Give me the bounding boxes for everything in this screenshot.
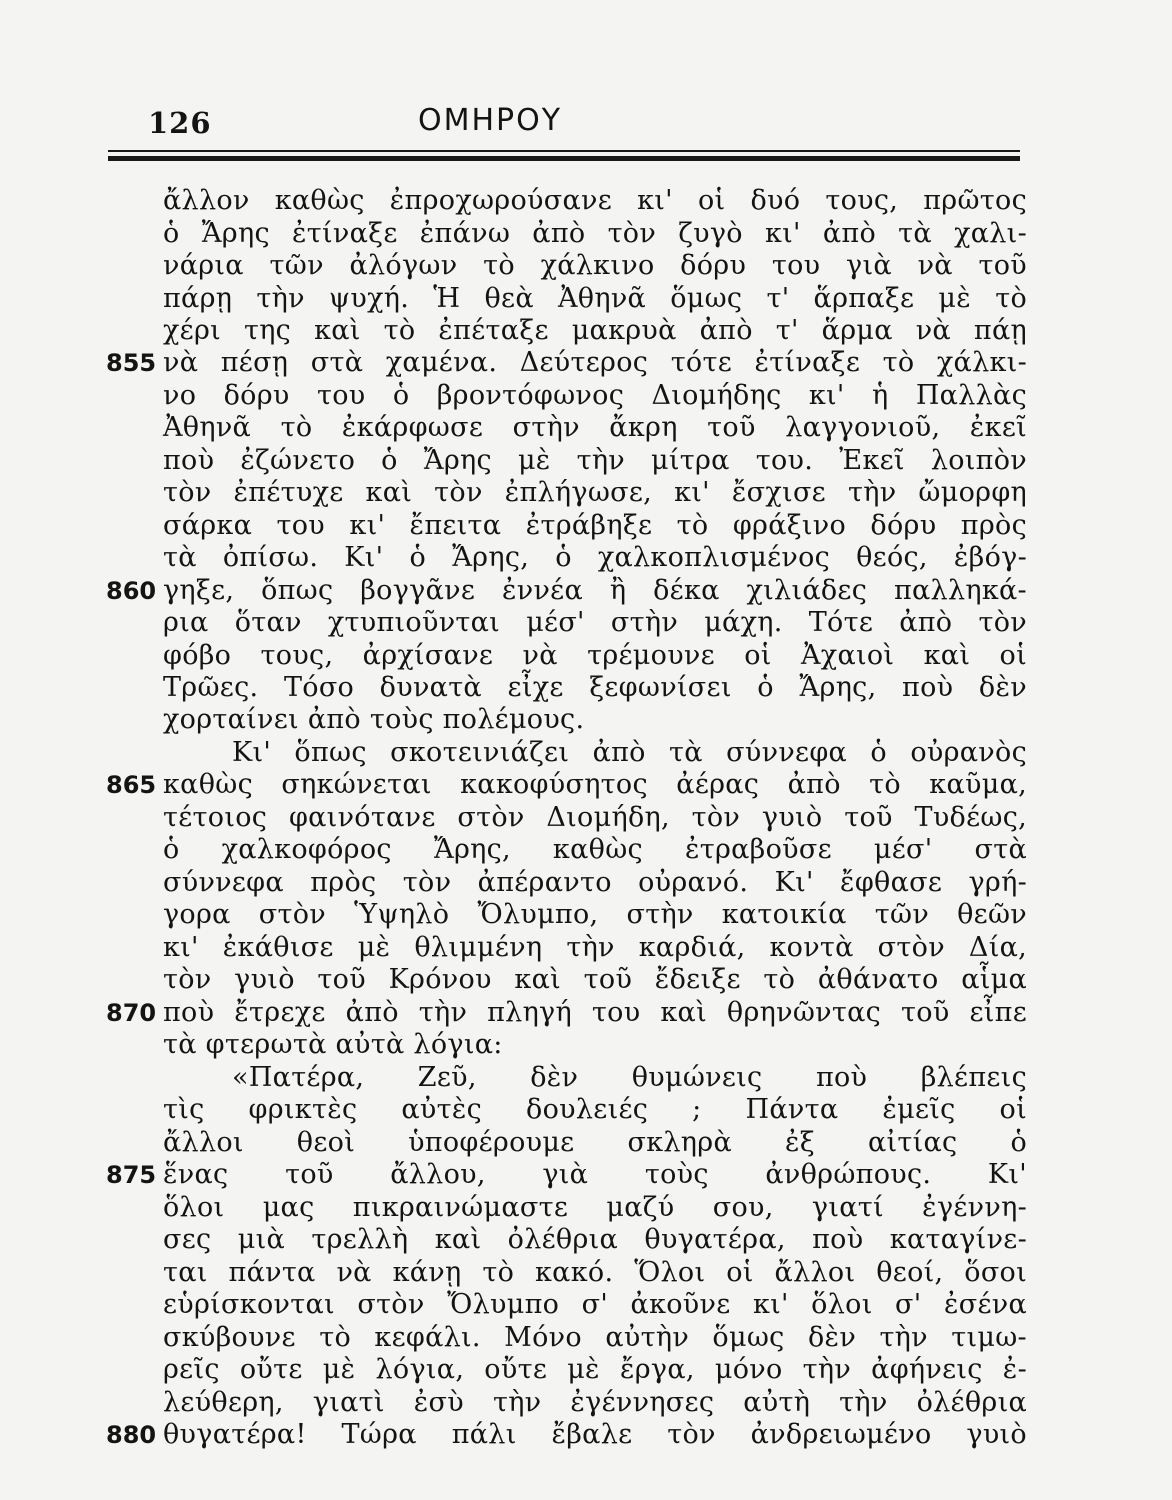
- text-line: ποὺ ἐζώνετο ὁ Ἄρης μὲ τὴν μίτρα του. Ἐκεῖ λοιπὸν: [163, 445, 1027, 476]
- text-line: ται πάντα νὰ κάνῃ τὸ κακό. Ὅλοι οἱ ἄλλοι θεοί, ὅσοι: [163, 1257, 1027, 1288]
- text-line: ἕνας τοῦ ἄλλου, γιὰ τοὺς ἀνθρώπους. Κι': [163, 1159, 1027, 1190]
- running-title: ΟΜΗΡΟΥ: [418, 103, 563, 138]
- text-line: ὁ χαλκοφόρος Ἄρης, καθὼς ἐτραβοῦσε μέσ' στὰ: [163, 834, 1027, 865]
- text-line: τὸν ἐπέτυχε καὶ τὸν ἐπλήγωσε, κι' ἔσχισε τὴν ὤμορφη: [163, 477, 1027, 508]
- text-line: σάρκα του κι' ἔπειτα ἐτράβηξε τὸ φράξινο δόρυ πρὸς: [163, 510, 1027, 541]
- text-line: θυγατέρα! Τώρα πάλι ἔβαλε τὸν ἀνδρειωμένο γυιὸ: [163, 1419, 1027, 1450]
- text-line: Τρῶες. Τόσο δυνατὰ εἶχε ξεφωνίσει ὁ Ἄρης, ποὺ δὲν: [163, 672, 1027, 703]
- text-line: ρεῖς οὔτε μὲ λόγια, οὔτε μὲ ἔργα, μόνο τὴν ἀφήνεις ἐ-: [163, 1354, 1027, 1385]
- text-line: σκύβουνε τὸ κεφάλι. Μόνο αὐτὴν ὅμως δὲν τὴν τιμω-: [163, 1322, 1027, 1353]
- text-line: γορα στὸν Ὑψηλὸ Ὄλυμπο, στὴν κατοικία τῶν θεῶν: [163, 899, 1027, 930]
- text-line: φόβο τους, ἀρχίσανε νὰ τρέμουνε οἱ Ἀχαιοὶ καὶ οἱ: [163, 640, 1027, 671]
- text-line: τὰ φτερωτὰ αὐτὰ λόγια:: [163, 1029, 503, 1060]
- text-line: ἄλλον καθὼς ἐπροχωρούσανε κι' οἱ δυό τους, πρῶτος: [163, 185, 1027, 216]
- text-line: τέτοιος φαινότανε στὸν Διομήδη, τὸν γυιὸ τοῦ Τυδέως,: [163, 802, 1027, 833]
- text-line: ποὺ ἔτρεχε ἀπὸ τὴν πληγή του καὶ θρηνῶντας τοῦ εἶπε: [163, 997, 1027, 1028]
- text-line: πάρῃ τὴν ψυχή. Ἡ θεὰ Ἀθηνᾶ ὅμως τ' ἅρπαξε μὲ τὸ: [163, 283, 1027, 314]
- text-line: ὁ Ἄρης ἐτίναξε ἐπάνω ἀπὸ τὸν ζυγὸ κι' ἀπὸ τὰ χαλι-: [163, 218, 1027, 249]
- text-line: νὰ πέσῃ στὰ χαμένα. Δεύτερος τότε ἐτίναξε τὸ χάλκι-: [163, 347, 1027, 378]
- text-line: Κι' ὅπως σκοτεινιάζει ἀπὸ τὰ σύννεφα ὁ οὐρανὸς: [232, 737, 1027, 768]
- text-line: τὶς φρικτὲς αὐτὲς δουλειές ; Πάντα ἐμεῖς οἱ: [163, 1094, 1027, 1125]
- text-line: ρια ὅταν χτυπιοῦνται μέσ' στὴν μάχη. Τότε ἀπὸ τὸν: [163, 607, 1027, 638]
- text-line: λεύθερη, γιατὶ ἐσὺ τὴν ἐγέννησες αὐτὴ τὴν ὀλέθρια: [163, 1387, 1027, 1418]
- line-number: 880: [106, 1421, 157, 1449]
- text-line: χέρι της καὶ τὸ ἐπέταξε μακρυὰ ἀπὸ τ' ἅρμα νὰ πάῃ: [163, 315, 1027, 346]
- header-rule-thin: [108, 150, 1020, 152]
- header-rule-thick: [108, 156, 1020, 161]
- text-line: κι' ἐκάθισε μὲ θλιμμένη τὴν καρδιά, κοντὰ στὸν Δία,: [163, 932, 1027, 963]
- text-line: νάρια τῶν ἀλόγων τὸ χάλκινο δόρυ του γιὰ νὰ τοῦ: [163, 250, 1027, 281]
- page-number: 126: [148, 106, 212, 140]
- line-number: 855: [106, 349, 157, 377]
- line-number: 865: [106, 771, 157, 799]
- text-line: τὸν γυιὸ τοῦ Κρόνου καὶ τοῦ ἔδειξε τὸ ἀθάνατο αἷμα: [163, 964, 1027, 995]
- line-number: 860: [106, 577, 157, 605]
- text-line: ἄλλοι θεοὶ ὑποφέρουμε σκληρὰ ἐξ αἰτίας ὁ: [163, 1127, 1027, 1158]
- text-line: νο δόρυ του ὁ βροντόφωνος Διομήδης κι' ἡ Παλλὰς: [163, 380, 1027, 411]
- text-line: Ἀθηνᾶ τὸ ἐκάρφωσε στὴν ἄκρη τοῦ λαγγονιοῦ, ἐκεῖ: [163, 412, 1027, 443]
- text-line: χορταίνει ἀπὸ τοὺς πολέμους.: [163, 704, 585, 735]
- text-line: γηξε, ὅπως βογγᾶνε ἐννέα ἢ δέκα χιλιάδες παλληκά-: [163, 575, 1027, 606]
- line-number: 875: [106, 1161, 157, 1189]
- text-line: ὅλοι μας πικραινώμαστε μαζύ σου, γιατί ἐγέννη-: [163, 1192, 1027, 1223]
- text-line: σες μιὰ τρελλὴ καὶ ὀλέθρια θυγατέρα, ποὺ καταγίνε-: [163, 1224, 1027, 1255]
- text-line: σύννεφα πρὸς τὸν ἀπέραντο οὐρανό. Κι' ἔφθασε γρή-: [163, 867, 1027, 898]
- line-number: 870: [106, 999, 157, 1027]
- text-line: εὑρίσκονται στὸν Ὄλυμπο σ' ἀκοῦνε κι' ὅλοι σ' ἐσένα: [163, 1289, 1027, 1320]
- text-line: τὰ ὀπίσω. Κι' ὁ Ἄρης, ὁ χαλκοπλισμένος θεός, ἐβόγ-: [163, 542, 1027, 573]
- text-line: καθὼς σηκώνεται κακοφύσητος ἀέρας ἀπὸ τὸ καῦμα,: [163, 769, 1027, 800]
- text-line: «Πατέρα, Ζεῦ, δὲν θυμώνεις ποὺ βλέπεις: [232, 1062, 1027, 1093]
